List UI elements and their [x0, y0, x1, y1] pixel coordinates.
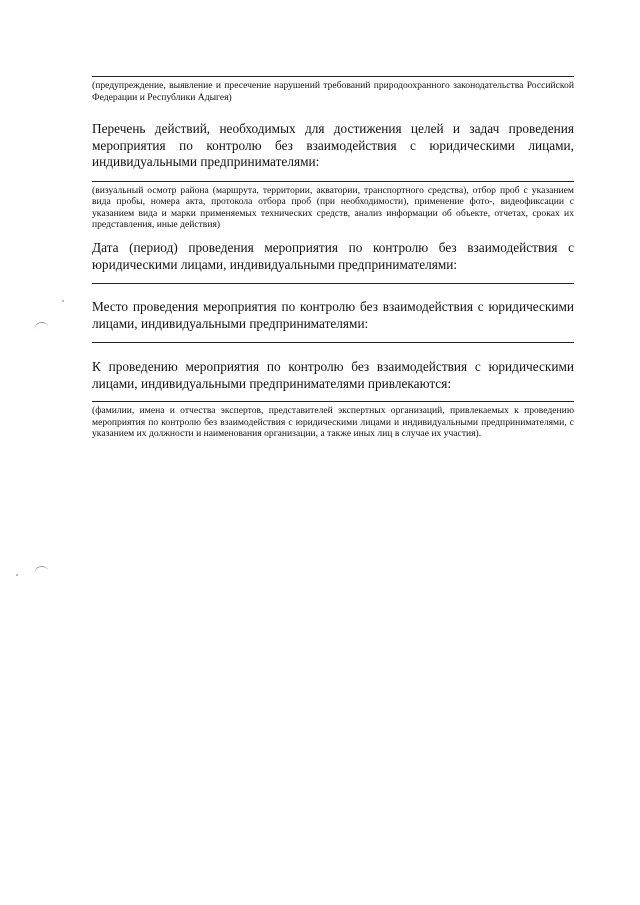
goals-fill-line [92, 76, 574, 77]
place-heading: Место проведения мероприятия по контролю без взаимодействия с юридическими лицами, индивидуальными предпринимателями: [92, 299, 574, 331]
margin-mark [33, 565, 48, 575]
participants-section [92, 359, 574, 440]
actions-heading: Перечень действий, необходимых для достижения целей и задач проведения мероприятия по контролю без взаимодействия с юридическими лицами, индивидуальными предпринимателями: [92, 121, 574, 169]
actions-note: (визуальный осмотр района (маршрута, территории, акватории, транспортного средства), отбор проб с указанием вида пробы, номера акта, протокола отбора проб (при необходимости), применение фото-, видеофиксации с указанием вида и марки применяемых технических средств, анализ информации об объекте, отчетах, сроках их представления, иные действия) [92, 184, 574, 231]
actions-section [92, 121, 574, 231]
place-section [92, 299, 574, 343]
goals-section [92, 76, 574, 103]
participants-fill-line [92, 401, 574, 402]
scan-speck [16, 574, 18, 576]
margin-mark [33, 321, 48, 331]
place-fill-line [92, 342, 574, 343]
date-heading: Дата (период) проведения мероприятия по контролю без взаимодействия с юридическими лицами, индивидуальными предпринимателями: [92, 240, 574, 272]
goals-note: (предупреждение, выявление и пресечение нарушений требований природоохранного законодательства Российской Федерации и Республики Адыгея) [92, 80, 574, 103]
actions-fill-line [92, 181, 574, 182]
date-fill-line [92, 283, 574, 284]
participants-heading: К проведению мероприятия по контролю без взаимодействия с юридическими лицами, индивидуальными предпринимателями привлекаются: [92, 359, 574, 391]
participants-note: (фамилии, имена и отчества экспертов, представителей экспертных организаций, привлекаемых к проведению мероприятия по контролю без взаимодействия с юридическими лицами и индивидуальными предпринимателями, с указанием их должности и наименования организации, а также иных лиц в случае их участия). [92, 405, 574, 440]
date-section [92, 240, 574, 284]
scan-speck [62, 300, 64, 302]
